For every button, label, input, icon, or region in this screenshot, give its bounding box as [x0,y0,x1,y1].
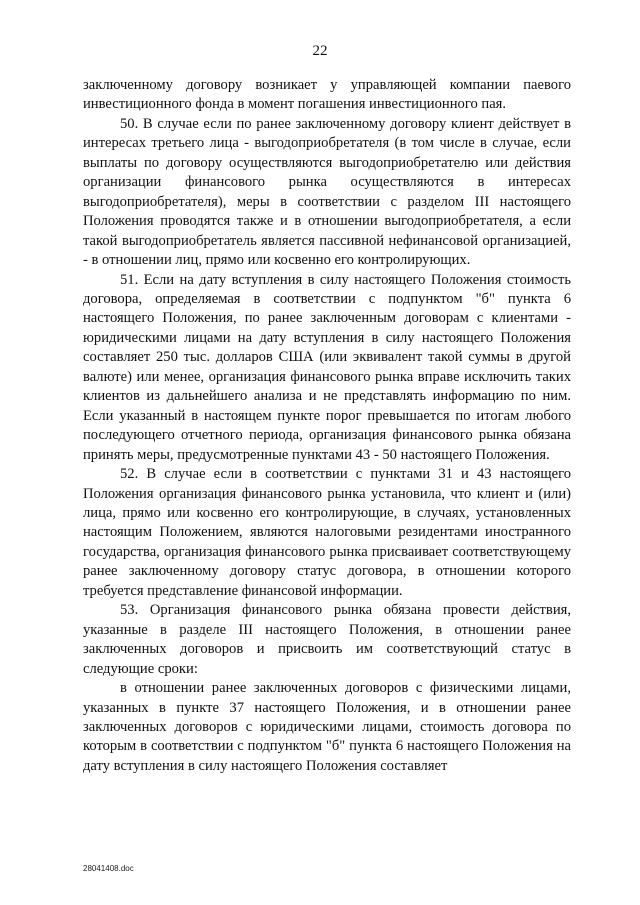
paragraph-50: 50. В случае если по ранее заключенному договору клиент действует в интересах третьего лица - выгодоприобретателя (в том числе в случае, если выплаты по договору осуществляются выгодоприобретателю или действия организации финансового рынка осуществляются в интересах выгодоприобретателя), меры в соответствии с разделом III настоящего Положения проводятся также и в отношении выгодоприобретателя, а если такой выгодоприобретатель является пассивной нефинансовой организацией, - в отношении лиц, прямо или косвенно его контролирующих. [83,115,571,269]
paragraph-51: 51. Если на дату вступления в силу настоящего Положения стоимость договора, определяемая в соответствии с подпунктом "б" пункта 6 настоящего Положения, по ранее заключенным договорам с клиентами - юридическими лицами на дату вступления в силу настоящего Положения составляет 250 тыс. долларов США (или эквивалент такой суммы в другой валюте) или менее, организация финансового рынка вправе исключить таких клиентов из дальнейшего анализа и не представлять информацию по ним. Если указанный в настоящем пункте порог превышается по итогам любого последующего отчетного периода, организация финансового рынка обязана принять меры, предусмотренные пунктами 43 - 50 настоящего Положения. [83,271,571,463]
paragraph-continuation: заключенному договору возникает у управляющей компании паевого инвестиционного фонда в момент погашения инвестиционного пая. [83,77,571,113]
paragraph-52: 52. В случае если в соответствии с пунктами 31 и 43 настоящего Положения организация финансового рынка установила, что клиент и (или) лица, прямо или косвенно его контролирующие, в случаях, установленных настоящим Положением, являются налоговыми резидентами иностранного государства, организация финансового рынка присваивает соответствующему ранее заключенному договору статус договора, в отношении которого требуется представление финансовой информации. [83,466,571,599]
document-body [83,76,571,776]
document-footer: 28041408.doc [83,864,134,873]
paragraph-53: 53. Организация финансового рынка обязана провести действия, указанные в разделе III настоящего Положения, в отношении ранее заключенных договоров и присвоить им соответствующий статус в следующие сроки: [83,602,571,677]
page-number: 22 [312,43,328,59]
paragraph-53-item: в отношении ранее заключенных договоров с физическими лицами, указанных в пункте 37 настоящего Положения, и в отношении ранее заключенных договоров с юридическими лицами, стоимость договора по которым в соответствии с подпунктом "б" пункта 6 настоящего Положения на дату вступления в силу настоящего Положения составляет [83,680,571,774]
